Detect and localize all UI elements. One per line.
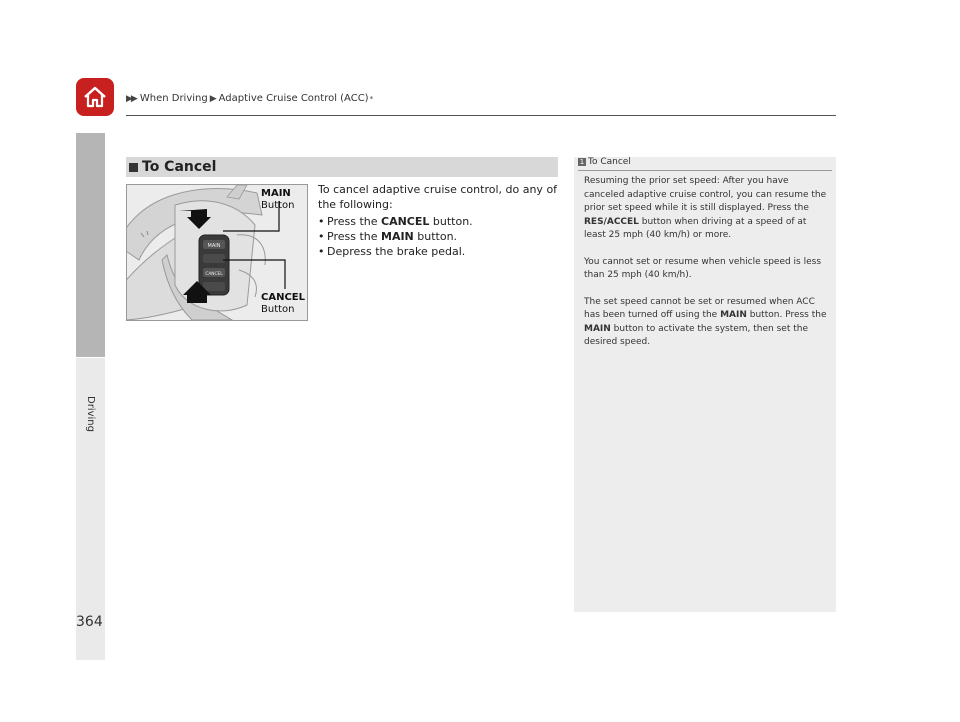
bullet-icon: • — [318, 230, 325, 243]
chapter-tab-label: Driving — [85, 396, 96, 432]
page-number: 364 — [76, 614, 103, 630]
home-button[interactable] — [76, 78, 114, 116]
list-item: • Press the MAIN button. — [318, 230, 458, 243]
breadcrumb-arrow-icon: ▶ — [209, 93, 217, 104]
section-body — [318, 182, 558, 259]
section-square-icon — [129, 163, 138, 172]
home-icon — [81, 83, 109, 111]
note-title: 1 To Cancel — [579, 157, 631, 167]
section-intro: To cancel adaptive cruise control, do any of the following: — [318, 183, 558, 211]
note-paragraph: Resuming the prior set speed: After you have canceled adaptive cruise control, you can resume the prior set speed while it is still displayed. Press the RES/ACCEL button when driving at a speed of at least 25 mph (40 km/h) or more. — [584, 176, 827, 240]
main-button-text: MAIN — [207, 243, 221, 249]
cancel-button-callout: CANCEL Button — [261, 292, 305, 315]
cancel-methods-list — [318, 214, 558, 259]
breadcrumb-item-when-driving[interactable]: When Driving — [139, 93, 208, 104]
breadcrumb — [126, 93, 373, 104]
bullet-icon: • — [318, 215, 325, 228]
note-panel — [574, 157, 836, 612]
list-item: • Depress the brake pedal. — [318, 245, 466, 258]
chapter-tab[interactable] — [76, 133, 105, 357]
note-paragraph: The set speed cannot be set or resumed when ACC has been turned off using the MAIN button. Press the MAIN button to activate the system, then set the desired speed. — [584, 296, 827, 347]
section-title: To Cancel — [142, 159, 217, 175]
header-divider — [126, 115, 836, 116]
note-divider — [578, 170, 832, 171]
breadcrumb-item-acc[interactable]: Adaptive Cruise Control (ACC) — [218, 93, 369, 104]
note-paragraph: You cannot set or resume when vehicle speed is less than 25 mph (40 km/h). — [584, 256, 822, 280]
optional-feature-asterisk: * — [369, 94, 374, 103]
cancel-button-text: CANCEL — [205, 272, 223, 277]
bullet-icon: • — [318, 245, 325, 258]
note-body — [584, 175, 830, 363]
breadcrumb-arrow-icon: ▶▶ — [126, 93, 136, 104]
steering-wheel-illustration — [126, 184, 308, 321]
note-number-icon: 1 — [579, 158, 585, 166]
list-item: • Press the CANCEL button. — [318, 215, 473, 228]
main-button-callout: MAIN Button — [261, 188, 295, 211]
section-heading — [126, 157, 558, 177]
